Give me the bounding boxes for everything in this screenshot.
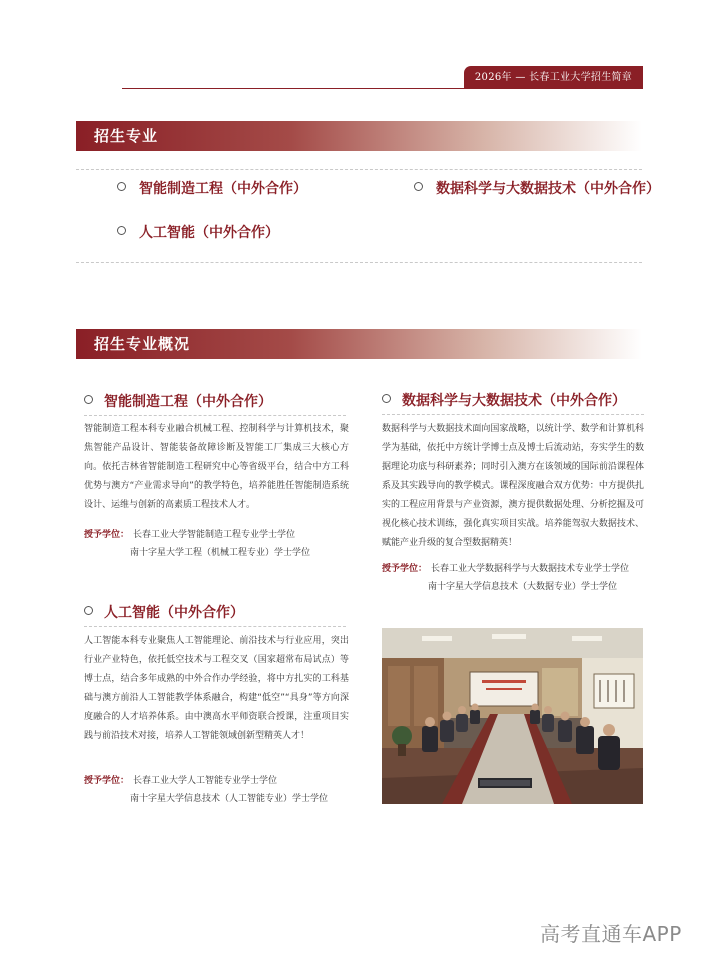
watermark-text: 高考直通车APP: [540, 922, 682, 946]
circle-bullet-icon: [117, 182, 126, 191]
program-title-intelligent-manufacturing: 智能制造工程（中外合作）: [84, 393, 272, 411]
degree-info: 授予学位： 长春工业大学智能制造工程专业学士学位 南十字星大学工程（机械工程专业）学士学位: [84, 526, 310, 562]
degree-label: 授予学位：: [84, 776, 130, 786]
major-item-intelligent-manufacturing: 智能制造工程（中外合作）: [117, 180, 307, 198]
degree-second: 南十字星大学信息技术（人工智能专业）学士学位: [130, 794, 329, 804]
program-divider: [382, 414, 644, 415]
program-description: 智能制造工程本科专业融合机械工程、控制科学与计算机技术，聚焦智能产品设计、智能装备故障诊断及智能工厂集成三大核心方向。依托吉林省智能制造工程研究中心等省级平台，结合中方工科优势与澳方“产业需求导向”的教学特色，培养能胜任智能制造系统设计、运维与创新的高素质工程技术人才。: [84, 424, 349, 510]
program-description: 数据科学与大数据技术面向国家战略，以统计学、数学和计算机科学为基础，依托中方统计学博士点及博士后流动站，夯实学生的数据理论功底与科研素养；同时引入澳方在该领域的国际前沿课程体系及其实践导向的教学模式。课程深度融合双方优势：中方提供扎实的工程应用背景与产业资源，澳方提供数据处理、分析挖掘及可视化核心技术训练，强化真实项目实战。培养能驾驭大数据技术、赋能产业升级的复合型数据精英！: [382, 424, 644, 548]
degree-info: 授予学位： 长春工业大学数据科学与大数据技术专业学士学位 南十字星大学信息技术（大数据专业）学士学位: [382, 560, 629, 596]
circle-bullet-icon: [382, 394, 391, 403]
majors-bottom-divider: [76, 262, 642, 263]
degree-info: 授予学位： 长春工业大学人工智能专业学士学位 南十字星大学信息技术（人工智能专业）学士学位: [84, 772, 328, 808]
circle-bullet-icon: [84, 606, 93, 615]
program-divider: [84, 626, 346, 627]
header-rule: [122, 88, 464, 89]
degree-label: 授予学位：: [84, 530, 130, 540]
circle-bullet-icon: [414, 182, 423, 191]
degree-label: 授予学位：: [382, 564, 428, 574]
major-item-ai: 人工智能（中外合作）: [117, 224, 279, 242]
header-title: 2026年 — 长春工业大学招生简章: [464, 66, 643, 89]
meeting-photo: [382, 628, 643, 804]
overview-section-title: 招生专业概况: [76, 329, 642, 359]
program-title-data-science: 数据科学与大数据技术（中外合作）: [382, 392, 626, 410]
majors-section-title: 招生专业: [76, 121, 642, 151]
program-divider: [84, 415, 346, 416]
degree-second: 南十字星大学工程（机械工程专业）学士学位: [130, 548, 311, 558]
degree-second: 南十字星大学信息技术（大数据专业）学士学位: [428, 582, 618, 592]
meeting-room-illustration: [382, 628, 643, 804]
program-description: 人工智能本科专业聚焦人工智能理论、前沿技术与行业应用，突出行业产业特色，依托低空技术与工程交叉（国家超常布局试点）等博士点，结合多年成熟的中外合作办学经验，将中方扎实的工科基础与澳方前沿人工智能教学体系融合，构建“低空”“具身”等方向深度融合的人才培养体系。由中澳高水平师资联合授课，注重项目实践与前沿技术对接，培养人工智能领域创新型精英人才！: [84, 636, 349, 741]
program-title-ai: 人工智能（中外合作）: [84, 604, 244, 622]
majors-top-divider: [76, 169, 642, 170]
circle-bullet-icon: [117, 226, 126, 235]
circle-bullet-icon: [84, 395, 93, 404]
major-item-data-science: 数据科学与大数据技术（中外合作）: [414, 180, 660, 198]
